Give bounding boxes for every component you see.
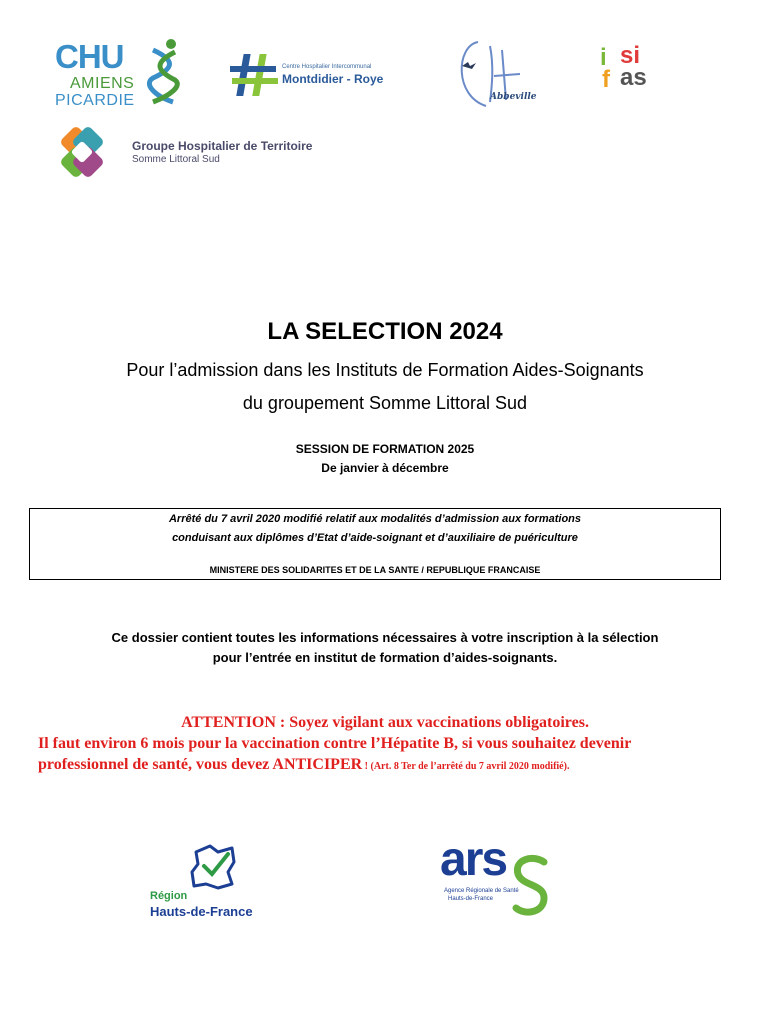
page-title: LA SELECTION 2024 bbox=[267, 318, 503, 345]
ifsi-letter-i: i bbox=[600, 44, 607, 71]
ars-letters bbox=[440, 832, 506, 887]
attention-heading: ATTENTION : Soyez vigilant aux vaccinations obligatoires. bbox=[181, 714, 589, 731]
attention-line2: Il faut environ 6 mois pour la vaccination contre l’Hépatite B, si vous souhaitez devenir bbox=[38, 735, 632, 752]
chu-logo-line2: AMIENS bbox=[70, 75, 135, 92]
france-map-icon bbox=[188, 842, 240, 892]
regulation-line1: Arrêté du 7 avril 2020 modifié relatif aux modalités d’admission aux formations bbox=[168, 513, 582, 525]
attention-line3 bbox=[38, 756, 569, 774]
subtitle-line2: du groupement Somme Littoral Sud bbox=[242, 393, 528, 413]
ifsi-top-letters: si bbox=[620, 42, 641, 69]
region-hdf-logo bbox=[150, 842, 290, 922]
attention-article-ref: ! (Art. 8 Ter de l’arrêté du 7 avril 2020 modifié). bbox=[362, 761, 570, 772]
regulation-box bbox=[29, 508, 721, 580]
ght-logo bbox=[52, 124, 352, 184]
region-name: Hauts-de-France bbox=[150, 904, 253, 919]
ars-agency-label: Agence Régionale de Santé bbox=[444, 888, 519, 894]
chu-logo-line1: CHU bbox=[55, 38, 124, 75]
ars-logo bbox=[440, 833, 560, 920]
ministry-line: MINISTERE DES SOLIDARITES ET DE LA SANTE / REPUBLIQUE FRANCAISE bbox=[209, 565, 541, 575]
ifsi-bottom-letters: as bbox=[620, 64, 647, 91]
abbeville-logo bbox=[450, 36, 542, 112]
info-line2: pour l’entrée en institut de formation d’aides-soignants. bbox=[212, 650, 558, 665]
ars-s-swoosh-icon bbox=[510, 854, 550, 918]
ght-emblem-icon bbox=[52, 124, 112, 184]
montdidier-roye-logo bbox=[230, 50, 390, 100]
ght-line2: Somme Littoral Sud bbox=[132, 154, 220, 165]
region-label: Région bbox=[150, 890, 188, 902]
attention-anticiper: professionnel de santé, vous devez ANTICIPER bbox=[38, 756, 363, 773]
session-line2: De janvier à décembre bbox=[321, 461, 449, 475]
session-line1: SESSION DE FORMATION 2025 bbox=[295, 442, 475, 456]
ght-line1: Groupe Hospitalier de Territoire bbox=[132, 139, 313, 153]
ifsi-ifas-logo bbox=[598, 42, 688, 116]
dna-helix-icon bbox=[145, 38, 185, 106]
ifsi-letter-f: f bbox=[602, 66, 610, 93]
regulation-line2: conduisant aux diplômes d’Etat d’aide-soignant et d’auxiliaire de puériculture bbox=[172, 532, 578, 544]
ars-region-label: Hauts-de-France bbox=[448, 896, 494, 902]
montdidier-name: Montdidier - Roye bbox=[282, 72, 384, 86]
montdidier-small-label: Centre Hospitalier Intercommunal bbox=[282, 64, 372, 70]
chu-amiens-logo bbox=[55, 38, 195, 108]
hash-cross-icon bbox=[230, 52, 278, 98]
ars-word: ars bbox=[440, 833, 507, 886]
subtitle-line1: Pour l’admission dans les Instituts de Formation Aides-Soignants bbox=[126, 360, 644, 380]
info-line1: Ce dossier contient toutes les informations nécessaires à votre inscription à la sélection bbox=[111, 630, 659, 645]
chu-logo-line3: PICARDIE bbox=[55, 92, 135, 109]
abbeville-script-label: Abbeville bbox=[490, 92, 537, 102]
